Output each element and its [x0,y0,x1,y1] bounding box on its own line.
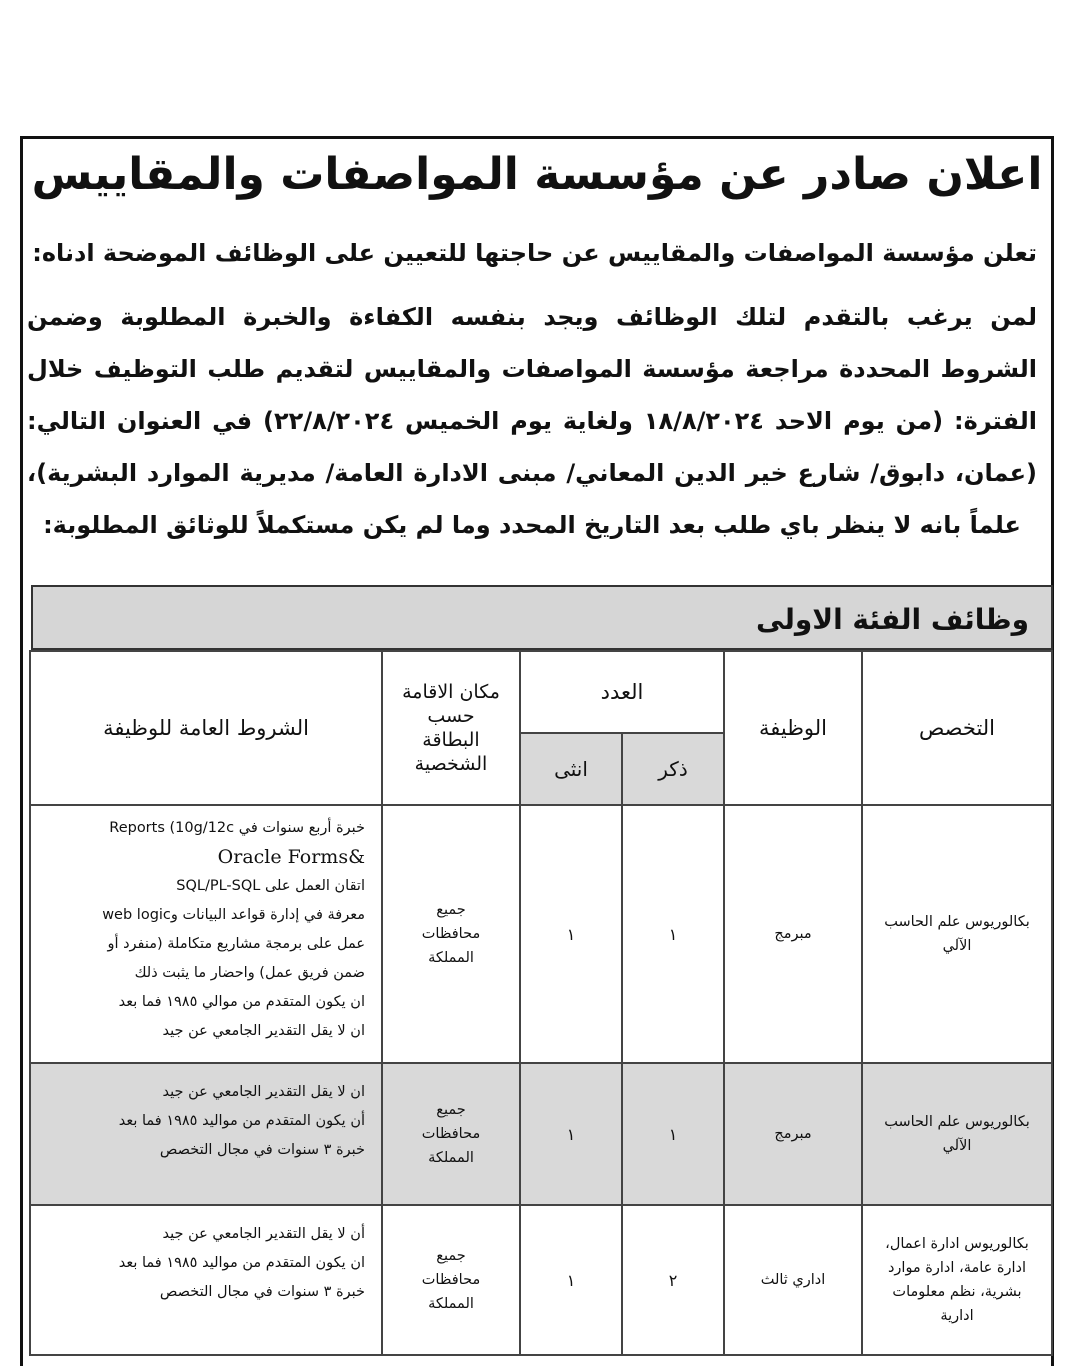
row-specialization: بكالوريوس ادارة اعمال، ادارة عامة، ادارة موارد بشرية، نظم معلومات ادارية [862,1205,1052,1355]
announcement-intro [27,227,1037,551]
row-residence: جميع محافظات المملكة [382,805,520,1063]
announcement-frame [20,136,1054,1366]
condition-line: ان يكون المتقدم من موالي ١٩٨٥ فما بعد [118,994,365,1010]
row-job: اداري ثالث [724,1205,862,1355]
header-male: ذكر [622,733,724,805]
row-conditions [30,1063,382,1205]
header-conditions: الشروط العامة للوظيفة [30,651,382,805]
condition-line: اتقان العمل على SQL/PL-SQL [176,878,365,894]
header-residence: مكان الاقامة حسب البطاقة الشخصية [382,651,520,805]
condition-line: أن لا يقل التقدير الجامعي عن جيد [162,1226,365,1242]
table-row [30,1205,1052,1355]
announcement-title: اعلان صادر عن مؤسسة المواصفات والمقاييس [31,149,1043,200]
condition-line: ان يكون المتقدم من مواليد ١٩٨٥ فما بعد [118,1255,365,1271]
row-male-count: ٢ [622,1205,724,1355]
row-female-count: ١ [520,1205,622,1355]
row-male-count: ١ [622,805,724,1063]
jobs-table-wrapper [31,585,1053,1356]
row-conditions [30,1205,382,1355]
condition-line: ضمن فريق عمل) واحضار ما يثبت ذلك [134,965,365,981]
jobs-table [29,650,1053,1356]
intro-lead: تعلن مؤسسة المواصفات والمقاييس عن حاجتها للتعيين على الوظائف الموضحة ادناه: [32,239,1037,267]
row-residence: جميع محافظات المملكة [382,1205,520,1355]
row-female-count: ١ [520,1063,622,1205]
row-residence: جميع محافظات المملكة [382,1063,520,1205]
header-specialization: التخصص [862,651,1052,805]
table-row [30,1063,1052,1205]
condition-line: خبرة ٣ سنوات في مجال التخصص [159,1284,365,1300]
row-male-count: ١ [622,1063,724,1205]
row-job: مبرمج [724,1063,862,1205]
row-specialization: بكالوريوس علم الحاسب الآلي [862,1063,1052,1205]
header-count: العدد [520,651,724,733]
condition-line: خبرة أربع سنوات في Reports (10g/12c [109,820,365,836]
row-female-count: ١ [520,805,622,1063]
header-female: انثى [520,733,622,805]
header-job: الوظيفة [724,651,862,805]
intro-body: لمن يرغب بالتقدم لتلك الوظائف ويجد بنفسه الكفاءة والخبرة المطلوبة وضمن الشروط المحددة مراجعة مؤسسة المواصفات والمقاييس لتقديم طلب التوظيف خلال الفترة: (من يوم الاحد ١٨/٨/٢٠٢٤ ولغاية يوم الخميس ٢٢/٨/٢٠٢٤) في العنوان التالي: (عمان، دابوق/ شارع خير الدين المعاني/ مبنى الادارة العامة/ مديرية الموارد البشرية)، علماً بانه لا ينظر باي طلب بعد التاريخ المحدد وما لم يكن مستكملاً للوثائق المطلوبة: [27,303,1037,539]
row-conditions [30,805,382,1063]
condition-line: ان لا يقل التقدير الجامعي عن جيد [162,1023,365,1039]
condition-line: أن يكون المتقدم من مواليد ١٩٨٥ فما بعد [118,1113,365,1129]
row-job: مبرمج [724,805,862,1063]
condition-line: خبرة ٣ سنوات في مجال التخصص [159,1142,365,1158]
condition-line: ان لا يقل التقدير الجامعي عن جيد [162,1084,365,1100]
condition-line: عمل على برمجة مشاريع متكاملة (منفرد أو [107,936,365,952]
table-row [30,805,1052,1063]
category-title: وظائف الفئة الاولى [31,585,1053,650]
row-specialization: بكالوريوس علم الحاسب الآلي [862,805,1052,1063]
condition-line: معرفة في إدارة قواعد البيانات وweb logic [102,907,365,923]
condition-line: &Oracle Forms [217,846,365,868]
